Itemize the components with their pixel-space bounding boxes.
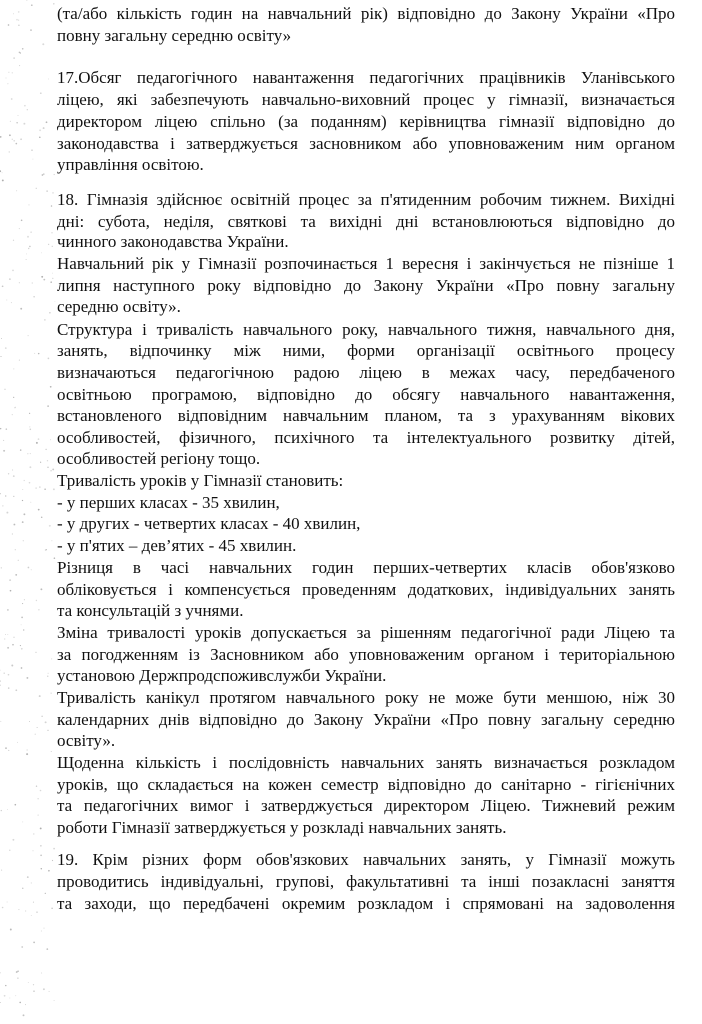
noise-speck xyxy=(21,617,23,619)
noise-speck xyxy=(33,902,34,903)
noise-speck xyxy=(8,687,9,688)
noise-speck xyxy=(9,998,10,999)
noise-speck xyxy=(33,942,35,944)
text-line: Зміна тривалості уроків допускається за рішенням педагогічної ради Ліцею та xyxy=(57,623,675,642)
noise-speck xyxy=(40,790,42,792)
noise-speck xyxy=(12,839,14,841)
text-line: середню освіту». xyxy=(57,297,181,316)
noise-speck xyxy=(32,283,33,284)
noise-speck xyxy=(29,426,30,427)
text-line: Щоденна кількість і послідовність навчальних занять визначається розкладом xyxy=(57,753,675,772)
noise-speck xyxy=(26,0,27,1)
noise-speck xyxy=(30,429,32,431)
noise-speck xyxy=(38,438,40,440)
noise-speck xyxy=(5,495,6,496)
noise-speck xyxy=(41,716,42,717)
text-line: Тривалість канікул протягом навчального року не може бути меншою, ніж 30 xyxy=(57,688,675,707)
text-line: освіту». xyxy=(57,731,116,750)
noise-speck xyxy=(18,11,20,13)
text-line: чинного законодавства України. xyxy=(57,232,289,251)
text-line: роботи Гімназії затверджується у розкладі навчальних занять. xyxy=(57,818,507,837)
text-line: уроків, що складається на кожен семестр відповідно до санітарно - гігієнічних xyxy=(57,775,675,794)
noise-speck xyxy=(51,232,52,233)
noise-speck xyxy=(2,172,3,173)
noise-speck xyxy=(50,386,52,388)
noise-speck xyxy=(18,25,20,27)
noise-speck xyxy=(51,658,52,659)
noise-speck xyxy=(8,674,10,676)
noise-speck xyxy=(35,734,36,735)
text-line: ліцею, які забезпечують навчально-виховний процес у гімназії, визначається xyxy=(57,90,675,109)
noise-speck xyxy=(33,991,34,992)
noise-speck xyxy=(0,972,1,973)
noise-speck xyxy=(10,590,12,592)
noise-speck xyxy=(1,810,2,811)
noise-speck xyxy=(13,475,15,477)
text-line: липня наступного року відповідно до Закону України «Про повну загальну xyxy=(57,276,675,295)
noise-speck xyxy=(23,629,24,630)
noise-speck xyxy=(30,453,31,454)
noise-speck xyxy=(0,136,2,138)
noise-speck xyxy=(6,428,8,430)
noise-speck xyxy=(47,730,48,731)
text-line: за погодженням із Засновником або уповноваженим органом і територіальною xyxy=(57,645,675,664)
noise-speck xyxy=(38,798,39,799)
noise-speck xyxy=(36,188,37,189)
noise-speck xyxy=(53,488,55,490)
noise-speck xyxy=(34,353,35,354)
text-line: особливостей, фізичного, психічного та інтелектуального розвитку дітей, xyxy=(57,428,675,447)
noise-speck xyxy=(50,281,52,283)
text-line: та педагогічних вимог і затверджується директором Ліцею. Тижневий режим xyxy=(57,796,675,815)
noise-speck xyxy=(24,599,25,600)
noise-speck xyxy=(29,466,31,468)
noise-speck xyxy=(33,833,34,834)
noise-speck xyxy=(16,122,17,123)
noise-speck xyxy=(54,301,55,302)
noise-speck xyxy=(9,850,10,851)
text-line: проводитись індивідуальні, групові, факультативні та інші позакласні заняття xyxy=(57,872,675,891)
noise-speck xyxy=(25,1004,26,1005)
noise-speck xyxy=(21,624,22,625)
noise-speck xyxy=(11,665,13,667)
noise-speck xyxy=(27,876,29,878)
noise-speck xyxy=(24,105,26,107)
noise-speck xyxy=(5,347,7,349)
text-line: 17.Обсяг педагогічного навантаження педагогічних працівників Уланівського xyxy=(57,68,675,87)
noise-speck xyxy=(23,540,24,541)
text-line: повну загальну середню освіту» xyxy=(57,26,292,45)
noise-speck xyxy=(8,473,9,474)
noise-speck xyxy=(21,219,23,221)
text-line: та заходи, що передбачені окремим розкладом і спрямовані на задоволення xyxy=(57,894,675,913)
noise-speck xyxy=(46,549,47,550)
noise-speck xyxy=(18,20,19,21)
noise-speck xyxy=(28,335,29,336)
text-line: 19. Крім різних форм обов'язкових навчальних занять, у Гімназії можуть xyxy=(57,850,675,869)
noise-speck xyxy=(23,513,25,515)
text-line: Навчальний рік у Гімназії розпочинається 1 вересня і закінчується не пізніше 1 xyxy=(57,254,675,273)
noise-speck xyxy=(7,902,8,903)
text-line: та консультацій з учнями. xyxy=(57,601,244,620)
noise-speck xyxy=(40,845,41,846)
noise-speck xyxy=(40,827,42,829)
noise-speck xyxy=(31,149,32,150)
noise-speck xyxy=(17,742,18,743)
noise-speck xyxy=(19,282,20,283)
noise-speck xyxy=(39,695,41,697)
noise-speck xyxy=(32,159,33,160)
noise-speck xyxy=(36,600,37,601)
text-line: - у перших класах - 35 хвилин, xyxy=(57,493,280,512)
noise-speck xyxy=(27,749,28,750)
noise-speck xyxy=(51,693,52,694)
noise-speck xyxy=(8,24,10,26)
noise-speck xyxy=(30,502,31,503)
noise-speck xyxy=(39,129,41,131)
noise-speck xyxy=(31,569,32,570)
noise-speck xyxy=(12,270,14,272)
noise-speck xyxy=(3,440,4,441)
noise-speck xyxy=(4,995,6,997)
noise-speck xyxy=(1,338,2,339)
noise-speck xyxy=(50,439,51,440)
noise-speck xyxy=(16,143,18,145)
noise-speck xyxy=(54,557,56,559)
noise-speck xyxy=(19,360,20,361)
text-line: 18. Гімназія здійснює освітній процес за п'ятиденним робочим тижнем. Вихідні xyxy=(57,190,675,209)
noise-speck xyxy=(27,109,28,110)
text-line: - у п'ятих – дев’ятих - 45 хвилин. xyxy=(57,536,297,555)
text-line: Тривалість уроків у Гімназії становить: xyxy=(57,471,344,490)
noise-speck xyxy=(50,470,52,472)
noise-speck xyxy=(18,560,19,561)
noise-speck xyxy=(2,907,4,909)
text-line: установою Держпродспоживслужби України. xyxy=(57,666,387,685)
noise-speck xyxy=(29,721,30,722)
scan-noise xyxy=(0,0,60,1024)
noise-speck xyxy=(4,389,5,390)
noise-speck xyxy=(20,308,22,310)
noise-speck xyxy=(22,48,24,50)
noise-speck xyxy=(53,3,55,5)
text-line: особливостей регіону тощо. xyxy=(57,449,261,468)
noise-speck xyxy=(20,449,21,450)
noise-speck xyxy=(28,204,29,205)
noise-speck xyxy=(20,138,22,140)
noise-speck xyxy=(46,190,47,191)
noise-speck xyxy=(2,505,3,506)
noise-speck xyxy=(21,648,23,650)
noise-speck xyxy=(49,312,51,314)
noise-speck xyxy=(13,140,15,142)
noise-speck xyxy=(7,634,8,635)
noise-speck xyxy=(41,931,42,932)
noise-speck xyxy=(29,246,31,248)
noise-speck xyxy=(7,609,9,611)
noise-speck xyxy=(19,228,20,229)
noise-speck xyxy=(6,300,7,301)
noise-speck xyxy=(41,868,42,869)
noise-speck xyxy=(13,13,14,14)
noise-speck xyxy=(41,252,42,253)
noise-speck xyxy=(11,302,12,303)
noise-speck xyxy=(25,910,26,911)
noise-speck xyxy=(38,509,40,511)
noise-speck xyxy=(12,534,13,535)
noise-speck xyxy=(17,977,18,978)
noise-speck xyxy=(48,358,50,360)
noise-speck xyxy=(13,368,14,369)
noise-speck xyxy=(0,428,1,430)
noise-speck xyxy=(20,52,21,53)
noise-speck xyxy=(12,414,13,415)
noise-speck xyxy=(2,179,4,181)
noise-speck xyxy=(40,854,42,856)
text-line: - у других - четвертих класах - 40 хвилин, xyxy=(57,514,361,533)
noise-speck xyxy=(4,638,5,639)
text-line: (та/або кількість годин на навчальний рік) відповідно до Закону України «Про xyxy=(57,4,675,23)
noise-speck xyxy=(0,170,1,172)
noise-speck xyxy=(45,449,46,450)
noise-speck xyxy=(40,588,42,590)
text-line: обліковується і компенсується проведенням додаткових, індивідуальних занять xyxy=(57,580,675,599)
noise-speck xyxy=(22,521,24,523)
noise-speck xyxy=(5,634,6,635)
noise-speck xyxy=(51,751,52,752)
noise-speck xyxy=(33,850,34,851)
noise-speck xyxy=(49,991,50,992)
noise-speck xyxy=(15,689,17,691)
noise-speck xyxy=(0,685,1,686)
noise-speck xyxy=(8,72,9,73)
noise-speck xyxy=(3,450,5,452)
noise-speck xyxy=(41,276,43,278)
noise-speck xyxy=(3,673,4,674)
noise-speck xyxy=(13,397,14,398)
noise-speck xyxy=(26,677,28,679)
noise-speck xyxy=(12,469,13,470)
noise-speck xyxy=(10,929,12,931)
noise-speck xyxy=(41,973,42,974)
noise-speck xyxy=(38,353,39,354)
noise-speck xyxy=(35,487,36,488)
noise-speck xyxy=(13,524,15,526)
noise-speck xyxy=(51,540,52,541)
text-line: встановленого відповідним навчальним планом, та з урахуванням вікових xyxy=(57,406,675,425)
noise-speck xyxy=(20,645,21,646)
noise-speck xyxy=(39,136,41,138)
noise-speck xyxy=(26,259,27,260)
noise-speck xyxy=(0,356,1,357)
noise-speck xyxy=(44,928,45,929)
noise-speck xyxy=(12,72,13,73)
noise-speck xyxy=(18,115,19,116)
noise-speck xyxy=(47,466,49,468)
noise-speck xyxy=(43,173,44,174)
text-line: управління освітою. xyxy=(57,155,204,174)
noise-speck xyxy=(44,489,45,490)
noise-speck xyxy=(16,19,18,21)
noise-speck xyxy=(36,786,37,787)
noise-speck xyxy=(13,496,14,497)
noise-speck xyxy=(21,946,23,948)
noise-speck xyxy=(44,319,45,320)
noise-speck xyxy=(52,246,53,247)
noise-speck xyxy=(6,512,8,514)
noise-speck xyxy=(54,174,55,175)
noise-speck xyxy=(45,893,46,894)
noise-speck xyxy=(46,121,48,123)
noise-speck xyxy=(1,567,2,568)
text-line: Структура і тривалість навчального року, навчального тижня, навчального дня, xyxy=(57,320,675,339)
noise-speck xyxy=(17,970,19,972)
noise-speck xyxy=(31,915,32,916)
noise-speck xyxy=(2,285,4,287)
noise-speck xyxy=(0,721,1,722)
noise-speck xyxy=(0,1002,1,1003)
noise-speck xyxy=(13,637,14,638)
noise-speck xyxy=(12,644,14,646)
noise-speck xyxy=(48,79,49,80)
noise-speck xyxy=(19,1002,21,1004)
noise-speck xyxy=(16,190,17,191)
noise-speck xyxy=(28,248,29,249)
noise-speck xyxy=(15,804,17,806)
noise-speck xyxy=(18,909,19,910)
noise-speck xyxy=(52,192,53,193)
noise-speck xyxy=(8,750,9,751)
noise-speck xyxy=(43,279,45,281)
noise-speck xyxy=(47,460,48,461)
noise-speck xyxy=(22,489,23,490)
noise-speck xyxy=(41,516,43,518)
text-line: освітньою програмою, відповідно до обсягу навчального навантаження, xyxy=(57,385,675,404)
noise-speck xyxy=(46,948,48,950)
noise-speck xyxy=(45,721,47,723)
noise-speck xyxy=(19,65,20,66)
noise-speck xyxy=(24,480,25,481)
noise-speck xyxy=(42,43,44,45)
noise-speck xyxy=(36,911,37,912)
noise-speck xyxy=(30,29,32,31)
text-line: занять, відпочинку між ними, форми організації освітнього процесу xyxy=(57,341,675,360)
noise-speck xyxy=(48,870,50,872)
noise-speck xyxy=(7,83,8,84)
noise-speck xyxy=(9,278,11,280)
noise-speck xyxy=(5,77,6,78)
noise-speck xyxy=(43,988,45,990)
noise-speck xyxy=(0,493,1,494)
noise-speck xyxy=(49,525,51,527)
noise-speck xyxy=(29,482,31,484)
noise-speck xyxy=(22,888,23,889)
noise-speck xyxy=(15,574,17,576)
noise-speck xyxy=(48,244,49,245)
noise-speck xyxy=(13,57,14,58)
noise-speck xyxy=(28,567,30,569)
noise-speck xyxy=(31,4,33,6)
text-line: Різниця в часі навчальних годин перших-четвертих класів обов'язково xyxy=(57,558,675,577)
noise-speck xyxy=(39,487,40,488)
noise-speck xyxy=(12,139,13,140)
noise-speck xyxy=(14,407,16,409)
noise-speck xyxy=(9,151,10,152)
noise-speck xyxy=(35,652,36,653)
noise-speck xyxy=(23,123,25,125)
noise-speck xyxy=(10,121,11,122)
noise-speck xyxy=(15,549,16,550)
noise-speck xyxy=(19,52,20,53)
noise-speck xyxy=(28,982,29,983)
noise-speck xyxy=(47,676,48,677)
noise-speck xyxy=(43,127,45,129)
noise-speck xyxy=(7,647,9,649)
noise-speck xyxy=(37,727,38,728)
noise-speck xyxy=(40,92,42,94)
noise-speck xyxy=(22,603,23,604)
noise-speck xyxy=(1,870,2,871)
noise-speck xyxy=(27,453,28,454)
noise-speck xyxy=(11,98,13,100)
noise-speck xyxy=(22,821,23,822)
noise-speck xyxy=(40,462,41,463)
noise-speck xyxy=(51,908,52,909)
text-line: директором ліцею спільно (за поданням) керівництва гімназії відповідно до xyxy=(57,112,675,131)
noise-speck xyxy=(53,848,55,850)
noise-speck xyxy=(36,442,38,444)
noise-speck xyxy=(15,995,16,996)
noise-speck xyxy=(33,984,34,985)
noise-speck xyxy=(51,205,53,207)
noise-speck xyxy=(29,413,30,414)
noise-speck xyxy=(52,278,53,279)
noise-speck xyxy=(42,174,44,176)
noise-speck xyxy=(31,882,32,883)
noise-speck xyxy=(47,405,49,407)
text-line: визначаються педагогічною радою ліцею в межах часу, передбаченого xyxy=(57,363,675,382)
noise-speck xyxy=(21,667,23,669)
noise-speck xyxy=(23,1014,25,1016)
noise-speck xyxy=(26,753,28,755)
noise-speck xyxy=(13,240,14,241)
text-line: дні: субота, неділя, святкові та вихідні дні встановлюються відповідно до xyxy=(57,212,675,231)
noise-speck xyxy=(0,670,1,671)
noise-speck xyxy=(30,231,32,233)
noise-speck xyxy=(5,747,7,749)
noise-speck xyxy=(27,236,29,238)
noise-speck xyxy=(48,673,49,674)
noise-speck xyxy=(52,273,53,274)
noise-speck xyxy=(54,1000,55,1001)
noise-speck xyxy=(22,500,23,501)
noise-speck xyxy=(26,253,27,254)
noise-speck xyxy=(52,468,54,470)
noise-speck xyxy=(0,680,1,681)
noise-speck xyxy=(5,985,6,986)
noise-speck xyxy=(9,134,11,136)
noise-speck xyxy=(52,860,53,861)
noise-speck xyxy=(9,579,11,581)
noise-speck xyxy=(33,296,34,297)
text-line: законодавства і затверджується засновником або уповноваженим ним органом xyxy=(57,134,675,153)
noise-speck xyxy=(38,609,40,611)
text-line: календарних днів відповідно до Закону України «Про повну загальну середню xyxy=(57,710,675,729)
noise-speck xyxy=(38,815,39,816)
noise-speck xyxy=(7,809,8,810)
